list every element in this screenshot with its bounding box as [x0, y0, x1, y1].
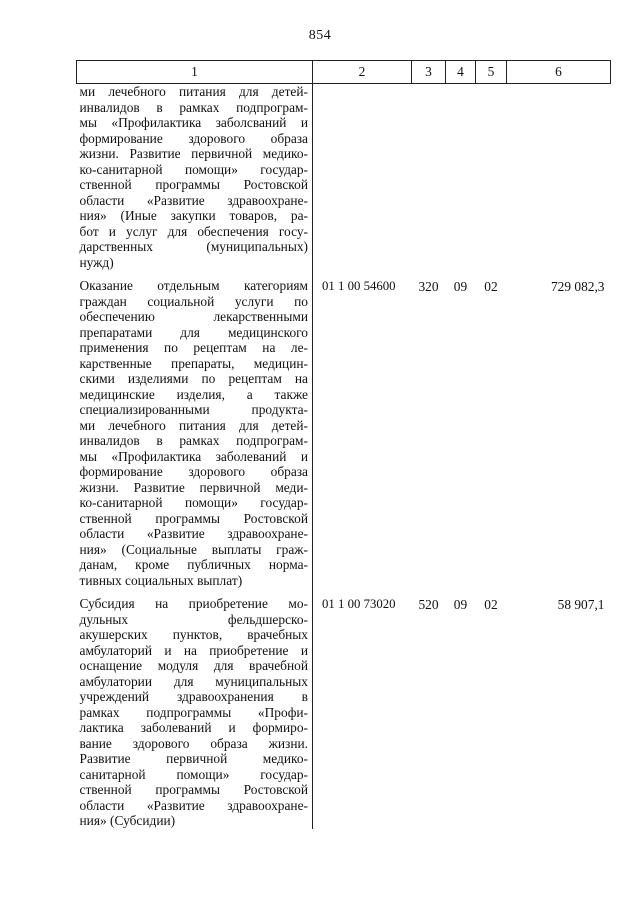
description-line: дарственных (муниципальных) [79, 239, 308, 254]
description-line: вание здорового образа жизни. [79, 735, 308, 751]
row-code [313, 84, 412, 271]
description-line: ния» (Иные закупки товаров, ра- [79, 208, 308, 223]
description-line: ственной программы Ростовской [79, 782, 308, 797]
row-amount: 729 082,3 [550, 279, 605, 294]
row-description [77, 84, 313, 271]
description-line: тивных социальных выплат) [79, 572, 243, 588]
description-line: препаратами для медицинского [79, 324, 308, 340]
table-header-row [77, 61, 611, 84]
row-amount: 58 907,1 [557, 597, 605, 612]
row-col5: 02 [484, 597, 498, 612]
description-line: акушерских пунктов, врачебных [79, 627, 308, 642]
description-line: Субсидия на приобретение мо- [79, 596, 308, 611]
table-row [77, 278, 611, 588]
row-col3 [412, 84, 446, 271]
description-line: нужд) [79, 254, 114, 270]
row-description [77, 278, 313, 588]
description-line: специализированными продукта- [79, 402, 308, 417]
table-row [77, 84, 611, 271]
column-header-6: 6 [507, 61, 611, 84]
column-header-5: 5 [476, 61, 507, 84]
description-line: амбулаторий и на приобретение и [79, 642, 308, 658]
description-line: граждан социальной услуги по [79, 293, 308, 309]
description-line: санитарной помощи» государ- [79, 766, 308, 782]
column-header-2: 2 [313, 61, 412, 84]
description-line: ко-санитарной помощи» государ- [79, 495, 308, 510]
description-line: оснащение модуля для врачебной [79, 658, 308, 673]
row-col4: 09 [453, 597, 468, 612]
row-col5: 02 [484, 279, 498, 294]
row-col4 [446, 84, 476, 271]
row-col4: 09 [453, 279, 468, 294]
row-col5 [476, 84, 507, 271]
row-code: 01 1 00 73020 [313, 596, 412, 829]
row-code: 01 1 00 54600 [313, 278, 412, 588]
description-line: формирование здорового образа [79, 130, 308, 146]
description-line: области «Развитие здравоохране- [79, 526, 308, 541]
description-line: области «Развитие здравоохране- [79, 797, 308, 813]
description-line: ственной программы Ростовской [79, 510, 308, 526]
description-line: данам, кроме публичных норма- [79, 557, 308, 572]
description-line: ственной программы Ростовской [79, 177, 308, 192]
description-line: карственные препараты, медицин- [79, 355, 308, 371]
page-number: 854 [308, 28, 332, 43]
description-line: обеспечению лекарственными [79, 309, 308, 324]
description-line: ми лечебного питания для детей- [79, 417, 308, 433]
budget-table [76, 60, 611, 829]
description-line: ния» (Социальные выплаты граж- [79, 541, 308, 557]
description-line: применения по рецептам на ле- [79, 340, 308, 355]
description-line: бот и услуг для обеспечения госу- [79, 223, 308, 239]
description-line: инвалидов в рамках подпрограм- [79, 433, 308, 448]
description-line: мы «Профилактика заболеваний и [79, 448, 308, 464]
description-line: области «Развитие здравоохране- [79, 192, 308, 208]
description-line: ния» (Субсидии) [79, 813, 176, 828]
description-line: рамках подпрограммы «Профи- [79, 704, 308, 720]
column-header-1: 1 [77, 61, 313, 84]
description-line: жизни. Развитие первичной меди- [79, 479, 308, 495]
row-amount [507, 84, 611, 271]
description-line: дульных фельдшерско- [79, 611, 308, 627]
description-line: ко-санитарной помощи» государ- [79, 161, 308, 177]
column-header-3: 3 [412, 61, 446, 84]
description-line: скими изделиями по рецептам на [79, 371, 308, 386]
description-line: ми лечебного питания для детей- [79, 84, 308, 99]
table-row [77, 596, 611, 829]
description-line: медицинские изделия, а также [79, 386, 308, 402]
row-col3: 520 [418, 597, 439, 612]
row-col3: 320 [418, 279, 439, 294]
description-line: учреждений здравоохранения в [79, 689, 308, 704]
description-line: амбулатории для муниципальных [79, 673, 308, 689]
description-line: лактика заболеваний и формиро- [79, 720, 308, 735]
column-header-4: 4 [446, 61, 476, 84]
description-line: Оказание отдельным категориям [79, 278, 308, 293]
description-line: формирование здорового образа [79, 464, 308, 479]
row-description [77, 596, 313, 829]
description-line: жизни. Развитие первичной медико- [79, 146, 308, 161]
description-line: инвалидов в рамках подпрограм- [79, 99, 308, 115]
description-line: Развитие первичной медико- [79, 751, 308, 766]
description-line: мы «Профилактика заболсваний и [79, 115, 308, 130]
